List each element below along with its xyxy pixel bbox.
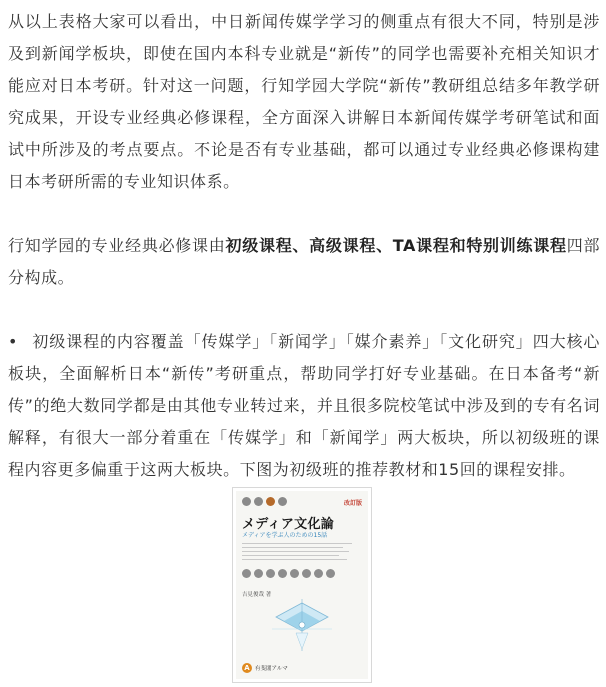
cover-dots-bottom	[242, 569, 335, 578]
course-structure-tail: 四部分构成。	[8, 236, 600, 287]
basic-course-text: 初级课程的内容覆盖「传媒学」「新闻学」「媒介素养」「文化研究」四大核心板块，全面解析日本“新传”考研重点，帮助同学打好专业基础。在日本备考“新传”的绝大数同学都是由其他专业转过来，并且很多院校笔试中涉及到的专有名词解释，有很大一部分着重在「传媒学」和「新闻学」两大板块，所以初级班的课程内容更多偏重于这两大板块。下图为初级班的推荐教材和15回的课程安排。	[8, 332, 600, 479]
cover-illustration	[266, 599, 338, 651]
publisher-name: 有斐閣アルマ	[255, 666, 288, 672]
paragraph-basic-course	[8, 326, 600, 486]
bullet-icon: •	[8, 332, 18, 351]
book-subtitle: メディアを学ぶ人のための15話	[242, 532, 328, 539]
book-cover	[236, 491, 368, 679]
course-structure-lead: 行知学园的专业经典必修课由	[8, 236, 226, 255]
article-body	[8, 6, 600, 486]
paragraph-intro: 从以上表格大家可以看出，中日新闻传媒学学习的侧重点有很大不同，特别是涉及到新闻学板块，即使在国内本科专业就是“新传”的同学也需要补充相关知识才能应对日本考研。针对这一问题，行知学园大学院“新传”教研组总结多年教学研究成果，开设专业经典必修课程，全方面深入讲解日本新闻传媒学考研笔试和面试中所涉及的考点要点。不论是否有专业基础，都可以通过专业经典必修课构建日本考研所需的专业知识体系。	[8, 12, 600, 191]
textbook-cover-image	[232, 487, 372, 683]
cover-dots-top	[242, 497, 287, 506]
publisher-mark-icon: A	[242, 663, 252, 673]
course-structure-bold: 初级课程、高级课程、TA课程和特别训练课程	[225, 236, 567, 255]
book-edition: 改訂版	[343, 500, 362, 507]
book-author: 吉見俊哉 著	[242, 592, 272, 598]
paragraph-course-structure	[8, 230, 600, 294]
book-title: メディア文化論	[242, 517, 335, 532]
cover-text-lines	[242, 543, 352, 563]
publisher-logo	[242, 663, 288, 673]
